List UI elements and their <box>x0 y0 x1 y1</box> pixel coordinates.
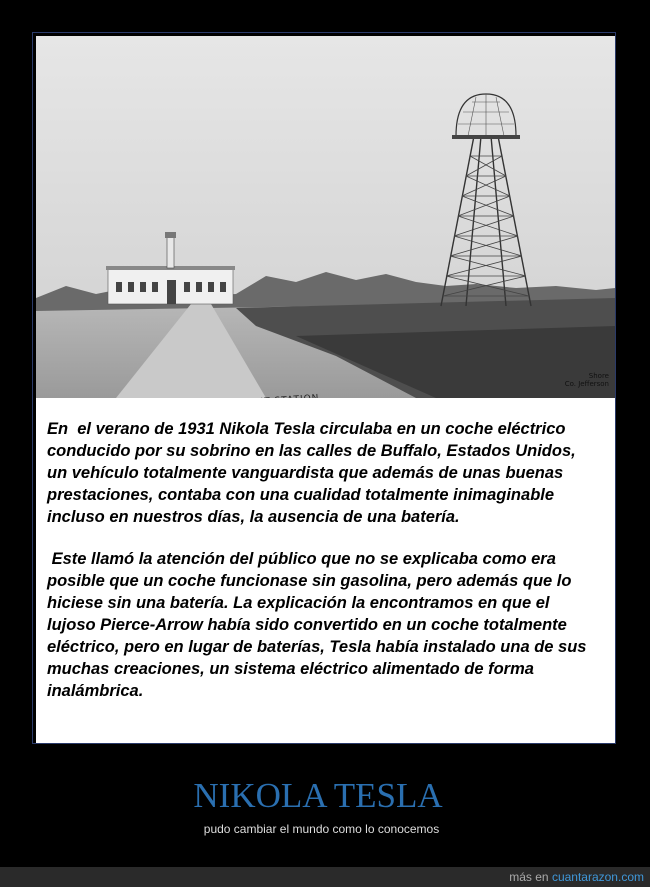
photo-credit-line1: Shore <box>588 372 609 380</box>
footer-credit <box>509 870 644 884</box>
wardenclyffe-photo <box>36 36 615 398</box>
poster-title: NIKOLA TESLA <box>193 776 443 815</box>
photo-illustration <box>36 36 615 398</box>
footer-prefix: más en <box>509 870 552 884</box>
poster-subtitle: pudo cambiar el mundo como lo conocemos <box>203 822 440 836</box>
photo-credit <box>565 372 609 388</box>
footer-bar <box>0 867 650 887</box>
body-paragraph-2: Este llamó la atención del público que no se explicaba como era posible que un coche funcionase sin gasolina, pero además que lo hiciese sin una batería. La explicación la encontramos en que el lujoso Pierce-Arrow había sido convertido en un coche totalmente eléctrico, pero en lugar de baterías, Tesla había instalado una de sus muchas creaciones, un sistema eléctrico alimentado de forma inalámbrica. <box>47 550 592 700</box>
body-text-box <box>36 398 615 743</box>
photo-credit-line2: Co. Jefferson <box>564 380 609 388</box>
footer-site-link[interactable]: cuantarazon.com <box>551 870 644 884</box>
body-paragraph-1: En el verano de 1931 Nikola Tesla circulaba en un coche eléctrico conducido por su sobrino en las calles de Buffalo, Estados Unidos, un vehículo totalmente vanguardista que además de unas buenas prestaciones, contaba con una cualidad totalmente inimaginable incluso en nuestros días, la ausencia de una batería. <box>47 420 581 526</box>
